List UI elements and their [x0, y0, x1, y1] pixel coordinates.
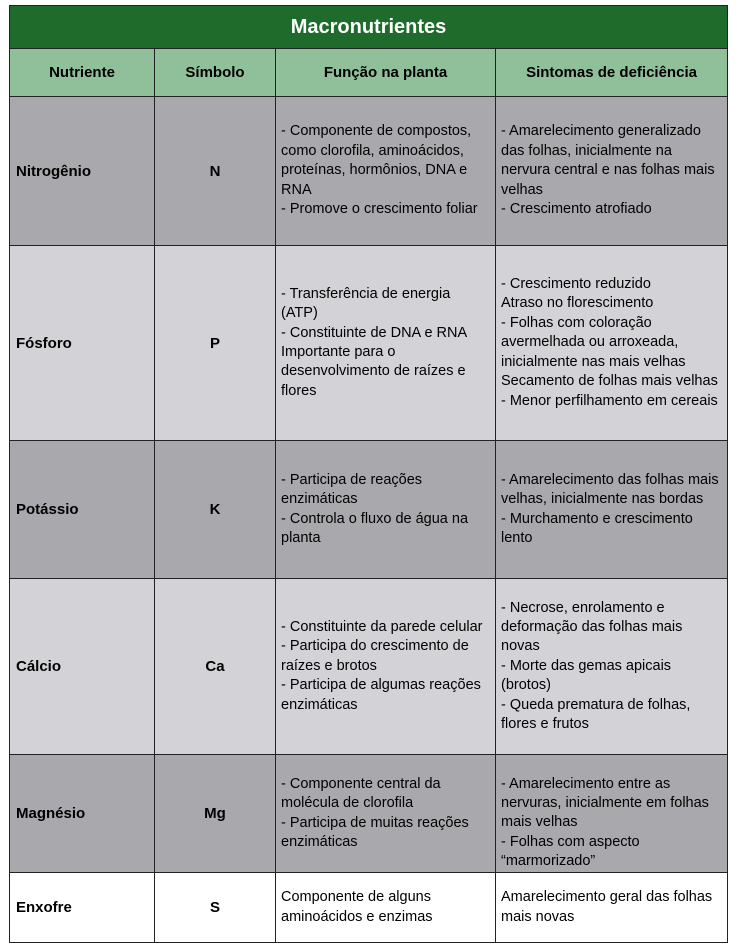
- deficiency-symptoms: - Crescimento reduzido Atraso no florescimento - Folhas com coloração avermelhada ou arroxeada, inicialmente nas mais velhas Secamento de folhas mais velhas - Menor perfilhamento em cereais: [496, 246, 728, 441]
- nutrient-symbol: Mg: [155, 755, 276, 873]
- nutrient-name: Enxofre: [10, 873, 155, 943]
- header-row: [10, 49, 728, 97]
- table-title: Macronutrientes: [10, 6, 728, 49]
- deficiency-symptoms: - Amarelecimento generalizado das folhas, inicialmente na nervura central e nas folhas mais velhas - Crescimento atrofiado: [496, 97, 728, 246]
- nutrient-function: - Componente de compostos, como clorofila, aminoácidos, proteínas, hormônios, DNA e RNA - Promove o crescimento foliar: [276, 97, 496, 246]
- macronutrient-table: [9, 5, 728, 943]
- deficiency-symptoms: - Necrose, enrolamento e deformação das folhas mais novas - Morte das gemas apicais (brotos) - Queda prematura de folhas, flores e frutos: [496, 579, 728, 755]
- header-sintomas: Sintomas de deficiência: [496, 49, 728, 97]
- table-row-potassio: [10, 441, 728, 579]
- table-row-nitrogenio: [10, 97, 728, 246]
- table-row-fosforo: [10, 246, 728, 441]
- nutrient-function: - Constituinte da parede celular - Participa do crescimento de raízes e brotos - Participa de algumas reações enzimáticas: [276, 579, 496, 755]
- nutrient-function: - Transferência de energia (ATP) - Constituinte de DNA e RNA Importante para o desenvolvimento de raízes e flores: [276, 246, 496, 441]
- nutrient-function: - Componente central da molécula de clorofila - Participa de muitas reações enzimáticas: [276, 755, 496, 873]
- nutrient-symbol: S: [155, 873, 276, 943]
- nutrient-symbol: P: [155, 246, 276, 441]
- table-row-enxofre: [10, 873, 728, 943]
- header-nutriente: Nutriente: [10, 49, 155, 97]
- nutrient-name: Fósforo: [10, 246, 155, 441]
- table-row-calcio: [10, 579, 728, 755]
- deficiency-symptoms: [496, 755, 728, 873]
- deficiency-symptoms: Amarelecimento geral das folhas mais novas: [496, 873, 728, 943]
- header-simbolo: Símbolo: [155, 49, 276, 97]
- nutrient-symbol: Ca: [155, 579, 276, 755]
- nutrient-function: - Participa de reações enzimáticas - Controla o fluxo de água na planta: [276, 441, 496, 579]
- nutrient-symbol: K: [155, 441, 276, 579]
- nutrient-symbol: N: [155, 97, 276, 246]
- macronutrient-table-container: [9, 5, 727, 943]
- nutrient-name: Potássio: [10, 441, 155, 579]
- header-funcao: Função na planta: [276, 49, 496, 97]
- nutrient-name: Magnésio: [10, 755, 155, 873]
- deficiency-symptoms-text: - Amarelecimento entre as nervuras, inicialmente em folhas mais velhas - Folhas com aspecto “marmorizado”: [501, 775, 709, 870]
- deficiency-symptoms: - Amarelecimento das folhas mais velhas, inicialmente nas bordas - Murchamento e crescimento lento: [496, 441, 728, 579]
- nutrient-name: Nitrogênio: [10, 97, 155, 246]
- nutrient-name: Cálcio: [10, 579, 155, 755]
- nutrient-function: Componente de alguns aminoácidos e enzimas: [276, 873, 496, 943]
- table-row-magnesio: [10, 755, 728, 873]
